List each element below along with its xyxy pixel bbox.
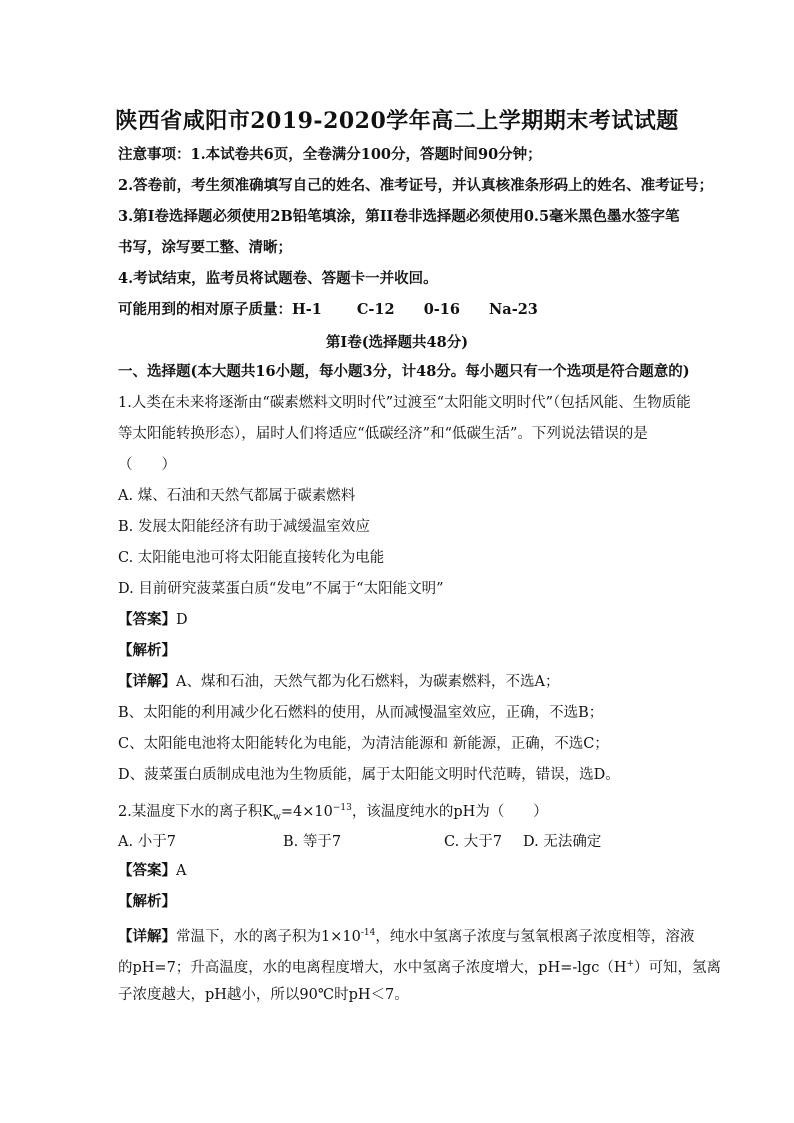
atomic-h: H-1 — [292, 301, 322, 318]
atomic-na: Na-23 — [489, 301, 538, 318]
q1-stem-line-1: 1.人类在未来将逐渐由“碳素燃料文明时代”过渡至“太阳能文明时代”（包括风能、生物质能 — [118, 395, 691, 411]
q2-detail-line-2 — [118, 954, 722, 978]
atomic-mass-label: 可能用到的相对原子质量： — [118, 301, 292, 318]
q2-detail-line-1 — [118, 923, 695, 947]
atomic-o: 0-16 — [423, 301, 460, 318]
q2-detail-line-3: 子浓度越大，pH越小，所以90℃时pH＜7。 — [118, 987, 409, 1003]
q1-answer — [118, 610, 688, 630]
q2-detail-2-pre: 的pH=7；升高温度，水的电离程度增大，水中氢离子浓度增大，pH=-lgc（H — [118, 959, 627, 976]
q2-stem-pre: 2.某温度下水的离子积K — [118, 803, 274, 820]
q2-stem-sub: w — [273, 812, 281, 823]
q2-detail-1-post: ，纯水中氢离子浓度与氢氧根离子浓度相等，溶液 — [375, 928, 695, 945]
notice-line-1: 注意事项：1.本试卷共6页，全卷满分100分，答题时间90分钟； — [118, 146, 542, 163]
q1-option-d: D. 目前研究菠菜蛋白质“发电”不属于“太阳能文明” — [118, 581, 444, 597]
q1-detail-line-1 — [118, 672, 688, 692]
q1-option-c: C. 太阳能电池可将太阳能直接转化为电能 — [118, 550, 385, 566]
q1-detail-1: A、煤和石油，天然气都为化石燃料，为碳素燃料，不选A； — [176, 674, 560, 690]
q2-detail-1-pre: 常温下，水的离子积为1×10 — [176, 928, 361, 945]
q1-stem-line-2: 等太阳能转换形态），届时人们将适应“低碳经济”和“低碳生活”。下列说法错误的是 — [118, 426, 648, 442]
q2-option-c: C. 大于7 — [444, 834, 503, 850]
q2-answer — [118, 861, 688, 881]
q2-analysis-label: 【解析】 — [118, 893, 176, 910]
q2-option-b: B. 等于7 — [283, 834, 342, 850]
q1-analysis-label: 【解析】 — [118, 642, 176, 659]
q2-detail-2-post: ）可知，氢离 — [634, 959, 722, 976]
q1-detail-line-4: D、菠菜蛋白质制成电池为生物质能，属于太阳能文明时代范畴，错误，选D。 — [118, 767, 620, 783]
notice-line-4: 书写，涂写要工整、清晰； — [118, 239, 292, 256]
q1-option-b: B. 发展太阳能经济有助于减缓温室效应 — [118, 519, 370, 535]
q2-stem-sup: −13 — [332, 803, 352, 813]
q2-stem-mid: =4×10 — [280, 803, 333, 820]
q2-option-d: D. 无法确定 — [523, 834, 602, 850]
q1-answer-value: D — [176, 612, 188, 628]
q2-stem — [118, 798, 688, 828]
section-1-instructions: 一、选择题(本大题共16小题，每小题3分，计48分。每小题只有一个选项是符合题意的) — [118, 363, 690, 380]
q2-detail-2-sup: + — [626, 959, 635, 969]
q1-answer-blank: （ ） — [118, 457, 176, 473]
q2-stem-post: ，该温度纯水的pH为（ ） — [351, 803, 548, 820]
q2-detail-label: 【详解】 — [118, 927, 176, 945]
q2-option-a: A. 小于7 — [118, 834, 176, 850]
q1-detail-line-3: C、太阳能电池将太阳能转化为电能，为清洁能源和 新能源，正确，不选C； — [118, 736, 609, 752]
notice-line-2: 2.答卷前，考生须准确填写自己的姓名、准考证号，并认真核准条形码上的姓名、准考证号； — [118, 177, 714, 194]
notice-line-3: 3.第I卷选择题必须使用2B铅笔填涂，第II卷非选择题必须使用0.5毫米黑色墨水签字笔 — [118, 208, 680, 225]
q1-detail-label: 【详解】 — [118, 673, 176, 690]
section-1-header: 第I卷(选择题共48分) — [325, 334, 469, 351]
atomic-mass-line — [118, 300, 688, 320]
q2-answer-value: A — [176, 863, 187, 879]
atomic-c: C-12 — [356, 301, 395, 318]
q1-detail-line-2: B、太阳能的利用减少化石燃料的使用，从而减慢温室效应，正确，不选B； — [118, 705, 604, 721]
q2-detail-1-sup: -14 — [360, 928, 376, 938]
page-title: 陕西省咸阳市2019-2020学年高二上学期期末考试试题 — [115, 108, 679, 134]
notice-line-5: 4.考试结束，监考员将试题卷、答题卡一并收回。 — [118, 270, 438, 287]
q1-option-a: A. 煤、石油和天然气都属于碳素燃料 — [118, 488, 356, 504]
q2-answer-label: 【答案】 — [118, 862, 176, 879]
q1-answer-label: 【答案】 — [118, 611, 176, 628]
